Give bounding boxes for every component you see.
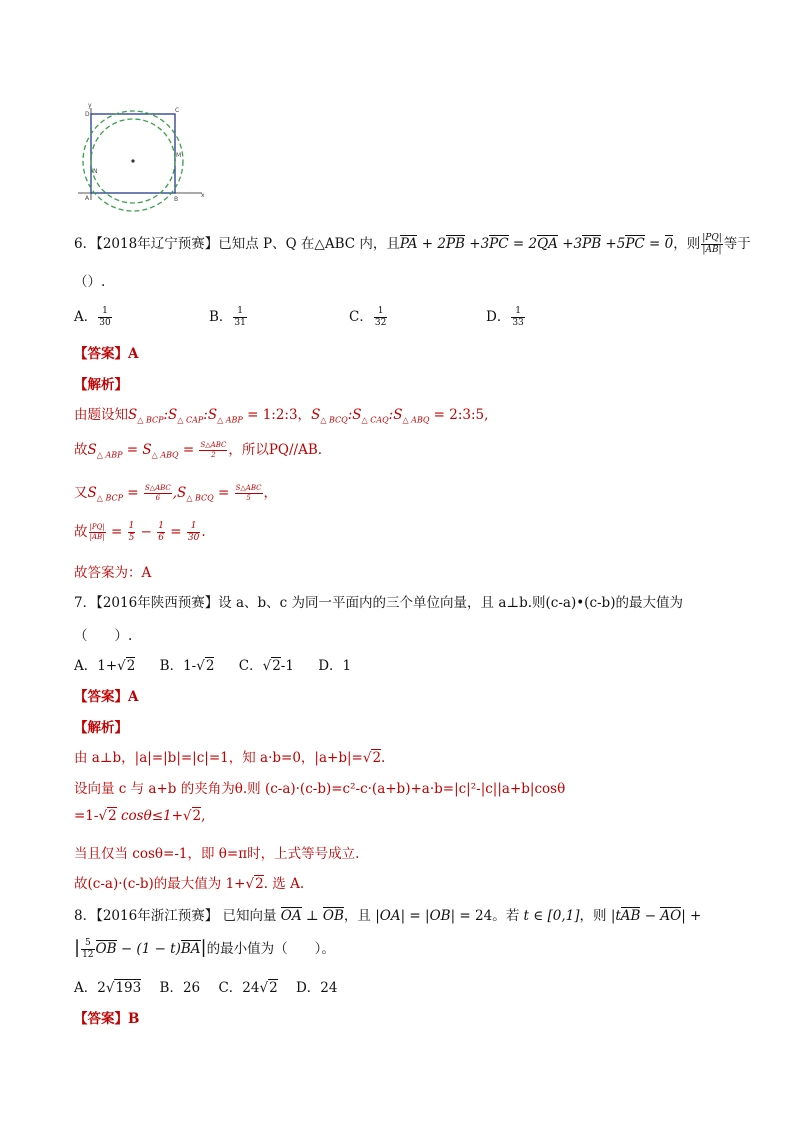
math: S (311, 407, 321, 423)
q6-stem-line2: （）. (74, 274, 106, 290)
q8-option-c: C．24 (218, 980, 260, 996)
q7-solution-line2: 设向量 c 与 a+b 的夹角为θ.则 (c-a)·(c-b)=c²-c·(a+b)+a·b=|c|²-|c||a+b|cosθ (74, 781, 566, 797)
text: cosθ≤1+ (116, 808, 183, 824)
math: = (106, 524, 127, 540)
math: |OB| (425, 908, 456, 924)
q8-options: A．2√193 B．26 C．24√2 D．24 (74, 980, 338, 996)
math: ⊥ (301, 908, 323, 924)
q8-option-a: A．2 (74, 980, 106, 996)
math: | (74, 937, 81, 958)
frac-den: 2 (211, 451, 216, 459)
frac-num: |PQ| (702, 233, 722, 243)
q7-source: 【2016年陕西预赛】 (96, 595, 219, 611)
q6-solution-line4 (74, 520, 206, 543)
sqrt-radicand: 2 (192, 808, 202, 824)
frac-num: |PQ| (89, 523, 105, 531)
vec-ba: BA (180, 941, 201, 957)
q7-answer: 【答案】A (74, 689, 139, 705)
eq-part: ，则 (673, 236, 701, 252)
math: |OA| (375, 908, 406, 924)
math: :S (347, 407, 362, 423)
q7-solution-line1: 由 a⊥b，|a|=|b|=|c|=1，知 a·b=0，|a+b|=√2. (74, 750, 386, 766)
frac-den: 5 (128, 533, 135, 543)
figure-label-x: x (201, 192, 205, 199)
text: 故 (74, 524, 88, 540)
frac-num: 1 (233, 307, 246, 318)
frac-num: 1 (128, 521, 135, 531)
option-frac (233, 307, 246, 328)
figure-label-b: B (174, 196, 179, 203)
q6-answer: 【答案】A (74, 346, 139, 362)
q8-option-b: B．26 (159, 980, 201, 996)
frac-den: 30 (99, 318, 111, 328)
figure-label-m: M (176, 152, 182, 159)
eq-part: = 2 (508, 236, 538, 252)
text: = 24。若 (455, 908, 520, 924)
q8-stem-line2 (74, 937, 335, 960)
q6-solution-line2 (74, 438, 322, 460)
math-sub: △ ABP (96, 450, 123, 460)
math: = (213, 485, 234, 501)
vec-oa: OA (280, 908, 302, 924)
text: 又 (74, 485, 88, 501)
text: 故 (74, 442, 88, 458)
math-sub: △ BCQ (320, 415, 348, 425)
frac-num: S△ABC (200, 441, 227, 449)
text: . (201, 524, 206, 540)
text: 已知向量 (222, 908, 277, 924)
math-sub: △ BCP (96, 493, 123, 503)
math: = (405, 908, 426, 924)
q8-answer: 【答案】B (74, 1011, 140, 1027)
q8-stem (74, 904, 701, 924)
vec-ob: OB (322, 908, 344, 924)
option-frac (98, 307, 111, 328)
math-sub: △ BCP (137, 415, 164, 425)
frac-num: 1 (158, 521, 164, 531)
vec-ob: OB (95, 941, 117, 957)
frac-den: 33 (512, 318, 524, 328)
figure-label-a: A (85, 195, 90, 202)
text: 的最小值为（ ）。 (206, 941, 335, 957)
math: = (178, 442, 199, 458)
math: t ∈ [0,1] (523, 908, 580, 924)
sqrt-radicand: 2 (272, 658, 281, 674)
math: S (128, 407, 138, 423)
q7-stem (74, 591, 683, 611)
vec-pc: PC (489, 236, 509, 252)
math: S (87, 485, 97, 501)
vec-ab: AB (620, 908, 641, 924)
q6-option-b (209, 305, 248, 328)
q7-analysis-heading: 【解析】 (74, 720, 128, 736)
q6-option-c (349, 305, 388, 328)
frac-den: 6 (155, 494, 161, 502)
vec-pb: PB (582, 236, 602, 252)
sqrt-radicand: 2 (126, 658, 136, 674)
frac-den: 6 (158, 533, 164, 543)
frac-num: 1 (98, 307, 111, 318)
text: ，则 (579, 908, 607, 924)
math: − (1 − t) (116, 941, 181, 957)
option-frac (374, 307, 387, 328)
text: ，且 (343, 908, 371, 924)
frac-num: 1 (511, 307, 524, 318)
eq-part: +5 (601, 236, 626, 252)
frac-den: 12 (82, 950, 94, 960)
math: = (165, 524, 186, 540)
math: |t (610, 908, 621, 924)
q6-solution-line1 (74, 403, 488, 425)
sqrt-radicand: 2 (269, 980, 278, 996)
text: -1 (280, 658, 294, 674)
q7-option-c: C． (238, 658, 263, 674)
frac-den: 30 (187, 533, 200, 543)
sqrt-radicand: 193 (115, 980, 142, 996)
math: :S (163, 407, 178, 423)
option-label: A． (74, 309, 98, 325)
frac-den: 32 (374, 318, 387, 328)
math: ,S (172, 485, 187, 501)
text: =1- (74, 808, 99, 824)
q7-solution-line4: 当且仅当 cosθ=-1，即 θ=π时，上式等号成立. (74, 846, 360, 862)
sqrt-radicand: 2 (108, 808, 117, 824)
frac-den: |AB| (702, 245, 722, 255)
q8-source: 【2016年浙江预赛】 (96, 908, 219, 924)
figure-label-d: D (85, 111, 90, 118)
math: = S (122, 442, 152, 458)
frac-num: S△ABC (235, 484, 262, 492)
q7-number: 7． (74, 595, 97, 611)
text: . (381, 750, 386, 766)
math: | (200, 937, 207, 958)
q6-stem-text-b: 等于 (723, 236, 751, 252)
q6-option-d (486, 305, 526, 328)
q6-equation (400, 235, 673, 252)
text: 由题设知 (74, 407, 128, 423)
frac-num: 1 (374, 307, 387, 318)
option-label: D． (486, 309, 511, 325)
option-label: C． (349, 309, 373, 325)
math: :S (388, 407, 403, 423)
q6-stem (74, 232, 751, 255)
math-sub: △ ABP (217, 415, 243, 425)
math: S (87, 442, 97, 458)
vec-qa: QA (537, 236, 558, 252)
option-frac (511, 307, 524, 328)
figure-label-n: N (93, 168, 98, 175)
text: 故(c-a)·(c-b)的最大值为 1+ (74, 876, 246, 892)
text: ， (263, 485, 277, 501)
text: . 选 A. (263, 876, 305, 892)
text: , (201, 808, 206, 824)
q7-stem-text: 设 a、b、c 为同一平面内的三个单位向量，且 a⊥b.则(c-a)•(c-b)的最大值为 (218, 595, 683, 611)
math: | + (681, 908, 702, 924)
q6-number: 6． (74, 236, 97, 252)
q6-analysis-heading: 【解析】 (74, 377, 128, 393)
frac-den: 5 (246, 494, 251, 502)
text: 由 a⊥b，|a|=|b|=|c|=1，知 a·b=0，|a+b|= (74, 750, 363, 766)
sqrt-radicand: 2 (372, 750, 382, 766)
figure-label-c: C (175, 107, 180, 114)
frac-num: 5 (81, 939, 94, 950)
math: − (640, 908, 661, 924)
figure-label-y: y (88, 102, 92, 109)
q7-solution-line5: 故(c-a)·(c-b)的最大值为 1+√2. 选 A. (74, 876, 305, 892)
math-sub: △ CAQ (361, 415, 389, 425)
q7-option-b: B．1- (159, 658, 197, 674)
vec-pc: PC (625, 236, 645, 252)
q8-option-d: D．24 (295, 980, 338, 996)
eq-part: +3 (557, 236, 583, 252)
q6-solution-line3 (74, 481, 277, 503)
math: = 1:2:3， (242, 407, 312, 423)
math-sub: △ ABQ (402, 415, 430, 425)
frac-den: 31 (234, 318, 246, 328)
vec-ao: AO (660, 908, 682, 924)
geometry-figure (74, 100, 208, 218)
math: − (136, 524, 157, 540)
math-sub: △ ABQ (151, 450, 179, 460)
q8-number: 8． (74, 908, 97, 924)
q6-ratio (701, 234, 723, 255)
math: = 2:3:5, (429, 407, 489, 423)
eq-part: + 2 (417, 236, 446, 252)
frac-num: S△ABC (144, 484, 171, 492)
math: :S (203, 407, 218, 423)
eq-part: +3 (464, 236, 490, 252)
option-label: B． (209, 309, 233, 325)
math-sub: △ BCQ (186, 493, 214, 503)
q6-source: 【2018年辽宁预赛】 (96, 236, 219, 252)
q7-option-d: D．1 (318, 658, 352, 674)
frac-den: |AB| (89, 533, 105, 541)
q6-option-a (74, 305, 113, 328)
text: ，所以PQ//AB. (228, 442, 323, 458)
q7-solution-line3: =1-√2 cosθ≤1+√2, (74, 808, 206, 824)
vec-pb: PB (445, 236, 465, 252)
sqrt-radicand: 2 (205, 658, 215, 674)
q7-option-a: A．1+ (74, 658, 118, 674)
q7-stem-line2: （ ）. (74, 628, 133, 644)
frac-num: 1 (187, 522, 200, 533)
q7-options: A．1+√2 B．1-√2 C．√2-1 D．1 (74, 658, 352, 674)
eq-part: = (644, 236, 665, 252)
math: = (122, 485, 143, 501)
q6-stem-text: 已知点 P、Q 在△ABC 内，且 (218, 236, 400, 252)
sqrt-radicand: 2 (255, 876, 264, 892)
q6-final-answer: 故答案为：A (74, 565, 152, 581)
math-sub: △ CAP (177, 415, 204, 425)
zero-vector: 0 (664, 236, 674, 252)
vec-pa: PA (399, 236, 418, 252)
